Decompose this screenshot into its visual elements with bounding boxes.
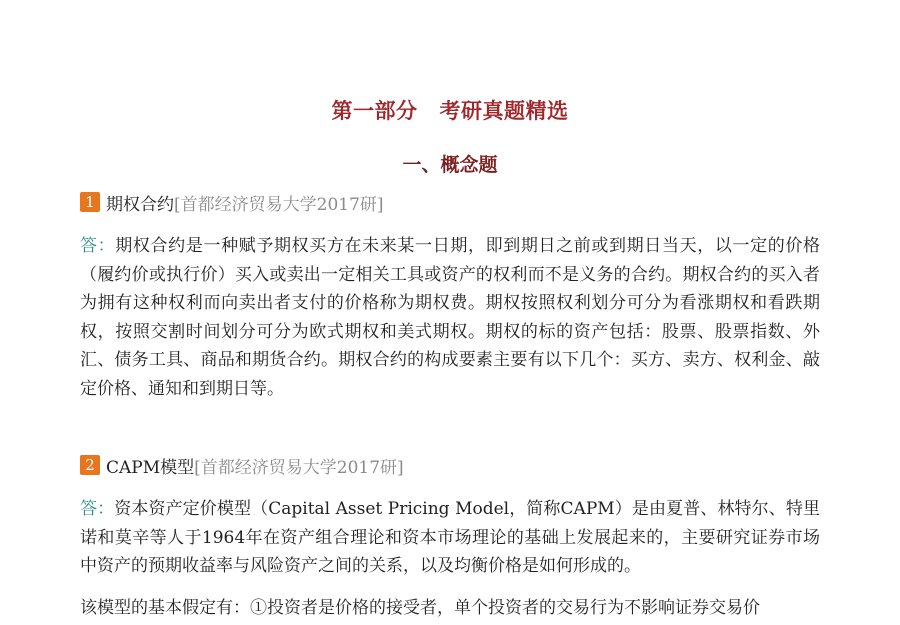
- answer-2-extra-paragraph: 该模型的基本假定有：①投资者是价格的接受者，单个投资者的交易行为不影响证券交易价: [80, 598, 760, 618]
- question-1-heading: [80, 190, 384, 214]
- part-title: [0, 95, 900, 125]
- part-heading: 考研真题精选: [439, 98, 569, 123]
- answer-2-paragraph: [80, 495, 820, 581]
- question-2-heading: [80, 453, 404, 477]
- answer-text: 期权合约是一种赋予期权买方在未来某一日期，即到期日之前或到期日当天，以一定的价格（履约价或执行价）买入或卖出一定相关工具或资产的权利而不是义务的合约。期权合约的买入者为拥有这种权利而向卖出者支付的价格称为期权费。期权按照权利划分可分为看涨期权和看跌期权，按照交割时间划分可分为欧式期权和美式期权。期权的标的资产包括：股票、股票指数、外汇、债务工具、商品和期货合约。期权合约的构成要素主要有以下几个：买方、卖方、权利金、敲定价格、通知和到期日等。: [80, 236, 821, 399]
- question-source: [首都经济贸易大学2017研]: [174, 194, 384, 215]
- part-label: 第一部分: [331, 98, 418, 123]
- question-number-badge: 1: [80, 192, 100, 212]
- question-number-badge: 2: [80, 455, 100, 475]
- answer-label: 答：: [80, 499, 115, 519]
- question-source: [首都经济贸易大学2017研]: [194, 457, 404, 478]
- answer-text: 资本资产定价模型（Capital Asset Pricing Model，简称CAPM）是由夏普、林特尔、特里诺和莫辛等人于1964年在资产组合理论和资本市场理论的基础上发展起来的，主要研究证券市场中资产的预期收益率与风险资产之间的关系，以及均衡价格是如何形成的。: [80, 499, 821, 576]
- answer-label: 答：: [80, 236, 116, 256]
- question-term: 期权合约: [106, 194, 174, 215]
- section-title: 一、概念题: [402, 154, 498, 176]
- question-term: CAPM模型: [106, 457, 195, 478]
- answer-1-paragraph: [80, 232, 820, 403]
